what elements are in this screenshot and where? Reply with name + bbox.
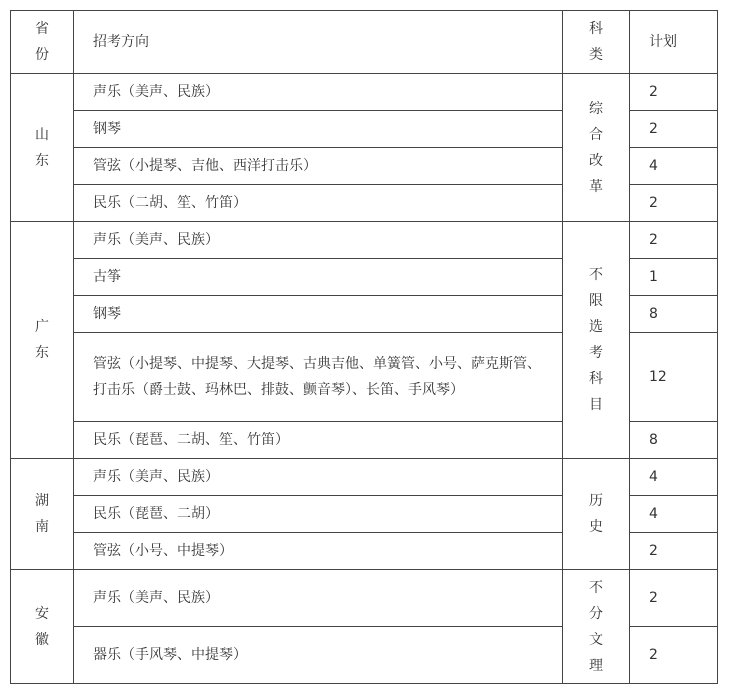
header-row (11, 11, 718, 74)
category-text (563, 96, 629, 200)
province-cell-shandong (11, 74, 74, 222)
table-row (11, 222, 718, 259)
category-text (563, 575, 629, 679)
vertical-char: 不 (589, 579, 603, 596)
major-cell: 管弦（小提琴、中提琴、大提琴、古典吉他、单簧管、小号、萨克斯管、打击乐（爵士鼓、玛林巴、排鼓、颤音琴）、长笛、手风琴） (74, 333, 563, 422)
province-cell-hunan (11, 459, 74, 570)
plan-cell: 4 (630, 148, 718, 185)
header-province-text (11, 16, 73, 68)
vertical-char: 选 (589, 319, 603, 335)
header-category-text (563, 16, 629, 68)
major-cell: 声乐（美声、民族） (74, 459, 563, 496)
plan-cell: 2 (630, 111, 718, 148)
category-text (563, 488, 629, 540)
vertical-char: 考 (589, 345, 603, 361)
province-cell-guangdong (11, 222, 74, 459)
category-cell-hunan (563, 459, 630, 570)
vertical-char: 革 (589, 178, 603, 195)
major-cell: 声乐（美声、民族） (74, 222, 563, 259)
province-text (11, 122, 73, 174)
header-province (11, 11, 74, 74)
vertical-char: 历 (589, 493, 603, 509)
province-text (11, 601, 73, 653)
category-cell-anhui (563, 570, 630, 684)
vertical-char: 东 (35, 345, 49, 361)
major-cell: 钢琴 (74, 111, 563, 148)
category-cell-shandong (563, 74, 630, 222)
province-cell-anhui (11, 570, 74, 684)
major-cell: 钢琴 (74, 296, 563, 333)
vertical-char: 目 (589, 397, 603, 413)
vertical-char: 徽 (35, 631, 49, 648)
vertical-char: 分 (589, 605, 603, 622)
plan-cell: 2 (630, 570, 718, 627)
plan-cell: 12 (630, 333, 718, 422)
vertical-char: 科 (589, 371, 603, 387)
vertical-char: 改 (589, 152, 603, 169)
header-major: 招考方向 (74, 11, 563, 74)
vertical-char: 理 (589, 657, 603, 674)
plan-cell: 8 (630, 422, 718, 459)
province-text (11, 314, 73, 366)
province-text (11, 488, 73, 540)
plan-cell: 1 (630, 259, 718, 296)
table-row (11, 74, 718, 111)
enrollment-plan-table (10, 10, 718, 684)
major-cell: 民乐（琵琶、二胡） (74, 496, 563, 533)
plan-cell: 2 (630, 627, 718, 684)
vertical-char: 类 (589, 47, 603, 63)
table-row (11, 570, 718, 627)
major-cell: 民乐（二胡、笙、竹笛） (74, 185, 563, 222)
vertical-char: 南 (35, 519, 49, 535)
plan-cell: 2 (630, 74, 718, 111)
plan-cell: 4 (630, 496, 718, 533)
vertical-char: 文 (589, 631, 603, 648)
header-category (563, 11, 630, 74)
major-cell: 声乐（美声、民族） (74, 74, 563, 111)
vertical-char: 东 (35, 152, 49, 169)
major-cell: 声乐（美声、民族） (74, 570, 563, 627)
major-cell: 管弦（小提琴、吉他、西洋打击乐） (74, 148, 563, 185)
plan-cell: 2 (630, 185, 718, 222)
category-text (563, 262, 629, 418)
major-cell: 器乐（手风琴、中提琴） (74, 627, 563, 684)
header-plan: 计划 (630, 11, 718, 74)
vertical-char: 史 (589, 519, 603, 535)
vertical-char: 山 (35, 126, 49, 143)
vertical-char: 份 (35, 47, 49, 63)
category-cell-guangdong (563, 222, 630, 459)
plan-cell: 4 (630, 459, 718, 496)
plan-cell: 2 (630, 222, 718, 259)
vertical-char: 限 (589, 293, 603, 309)
vertical-char: 不 (589, 267, 603, 283)
vertical-char: 科 (589, 21, 603, 37)
plan-cell: 8 (630, 296, 718, 333)
vertical-char: 湖 (35, 493, 49, 509)
major-cell: 管弦（小号、中提琴） (74, 533, 563, 570)
major-cell: 民乐（琵琶、二胡、笙、竹笛） (74, 422, 563, 459)
plan-cell: 2 (630, 533, 718, 570)
table-row (11, 459, 718, 496)
vertical-char: 综 (589, 100, 603, 117)
vertical-char: 安 (35, 605, 49, 622)
vertical-char: 合 (589, 126, 603, 143)
vertical-char: 广 (35, 319, 49, 335)
major-cell: 古筝 (74, 259, 563, 296)
vertical-char: 省 (35, 21, 49, 37)
